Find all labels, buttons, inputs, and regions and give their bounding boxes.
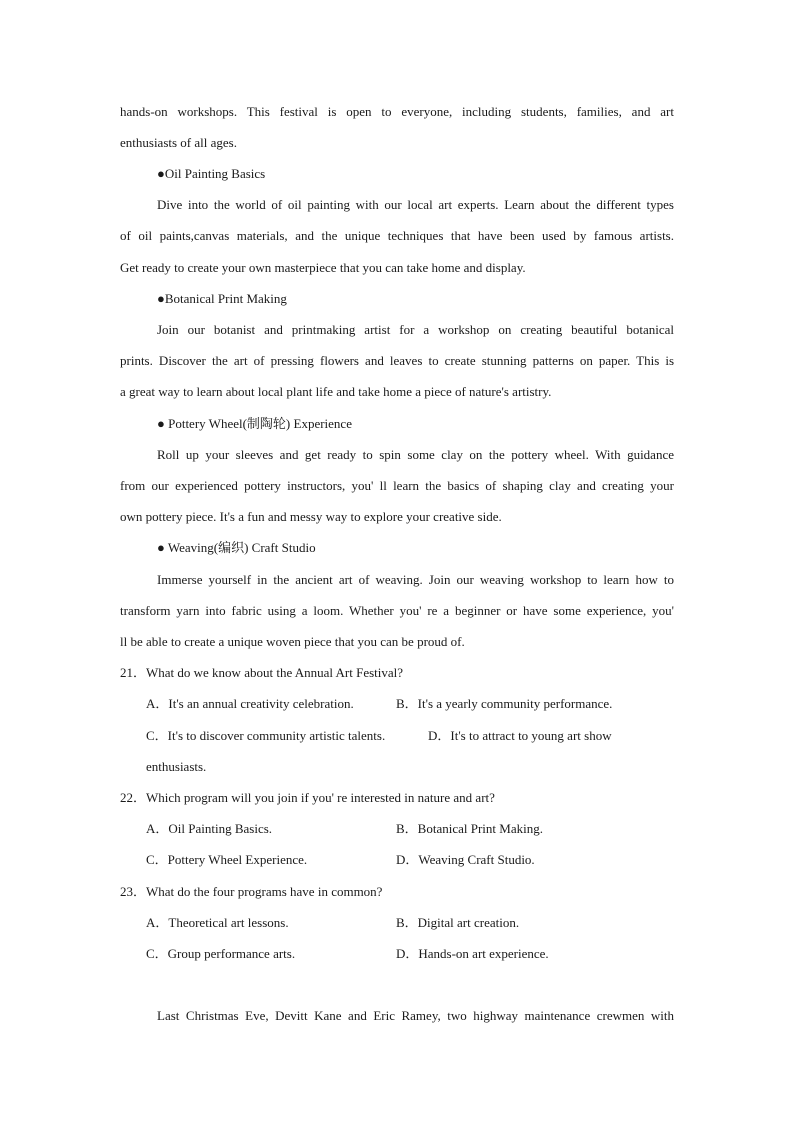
paragraph-line: Get ready to create your own masterpiece that you can take home and display. xyxy=(120,260,526,275)
option-b: B．Botanical Print Making. xyxy=(396,821,543,836)
paragraph-line: enthusiasts of all ages. xyxy=(120,135,237,150)
program-heading: ● Weaving(编织) Craft Studio xyxy=(157,540,316,555)
option-d: D．It's to attract to young art show xyxy=(428,728,612,743)
program-heading: ●Oil Painting Basics xyxy=(157,166,266,181)
paragraph-line: ll be able to create a unique woven piece that you can be proud of. xyxy=(120,634,465,649)
option-b: B．It's a yearly community performance. xyxy=(396,696,613,711)
option-a: A．Oil Painting Basics. xyxy=(146,821,273,836)
question-stem: 21．What do we know about the Annual Art Festival? xyxy=(120,665,404,680)
paragraph-line: hands-on workshops. This festival is open to everyone, including students, families, and art xyxy=(120,104,674,119)
program-heading: ● Pottery Wheel(制陶轮) Experience xyxy=(157,416,352,431)
paragraph-line: transform yarn into fabric using a loom. Whether you' re a beginner or have some experience, you' xyxy=(120,603,674,618)
paragraph-line: own pottery piece. It's a fun and messy way to explore your creative side. xyxy=(120,509,502,524)
question-stem: 22．Which program will you join if you' re interested in nature and art? xyxy=(120,790,495,805)
program-heading: ●Botanical Print Making xyxy=(157,291,287,306)
option-d-continued: enthusiasts. xyxy=(146,759,207,774)
paragraph-line: a great way to learn about local plant life and take home a piece of nature's artistry. xyxy=(120,384,552,399)
paragraph-line: prints. Discover the art of pressing flowers and leaves to create stunning patterns on paper. This is xyxy=(120,353,674,368)
paragraph-line: of oil paints,canvas materials, and the unique techniques that have been used by famous artists. xyxy=(120,228,674,243)
paragraph-line: Roll up your sleeves and get ready to spin some clay on the pottery wheel. With guidance xyxy=(157,447,674,462)
paragraph-line: Immerse yourself in the ancient art of weaving. Join our weaving workshop to learn how to xyxy=(157,572,674,587)
option-d: D．Hands-on art experience. xyxy=(396,946,549,961)
option-b: B．Digital art creation. xyxy=(396,915,520,930)
paragraph-line: Dive into the world of oil painting with our local art experts. Learn about the different types xyxy=(157,197,674,212)
option-a: A．Theoretical art lessons. xyxy=(146,915,289,930)
paragraph-line: from our experienced pottery instructors, you' ll learn the basics of shaping clay and creating your xyxy=(120,478,674,493)
option-a: A．It's an annual creativity celebration. xyxy=(146,696,354,711)
option-c: C．Pottery Wheel Experience. xyxy=(146,852,308,867)
question-stem: 23．What do the four programs have in common? xyxy=(120,884,383,899)
option-c: C．Group performance arts. xyxy=(146,946,296,961)
paragraph-line: Join our botanist and printmaking artist for a workshop on creating beautiful botanical xyxy=(157,322,674,337)
option-d: D．Weaving Craft Studio. xyxy=(396,852,535,867)
option-c: C．It's to discover community artistic talents. xyxy=(146,728,386,743)
paragraph-line: Last Christmas Eve, Devitt Kane and Eric Ramey, two highway maintenance crewmen with xyxy=(157,1008,674,1023)
